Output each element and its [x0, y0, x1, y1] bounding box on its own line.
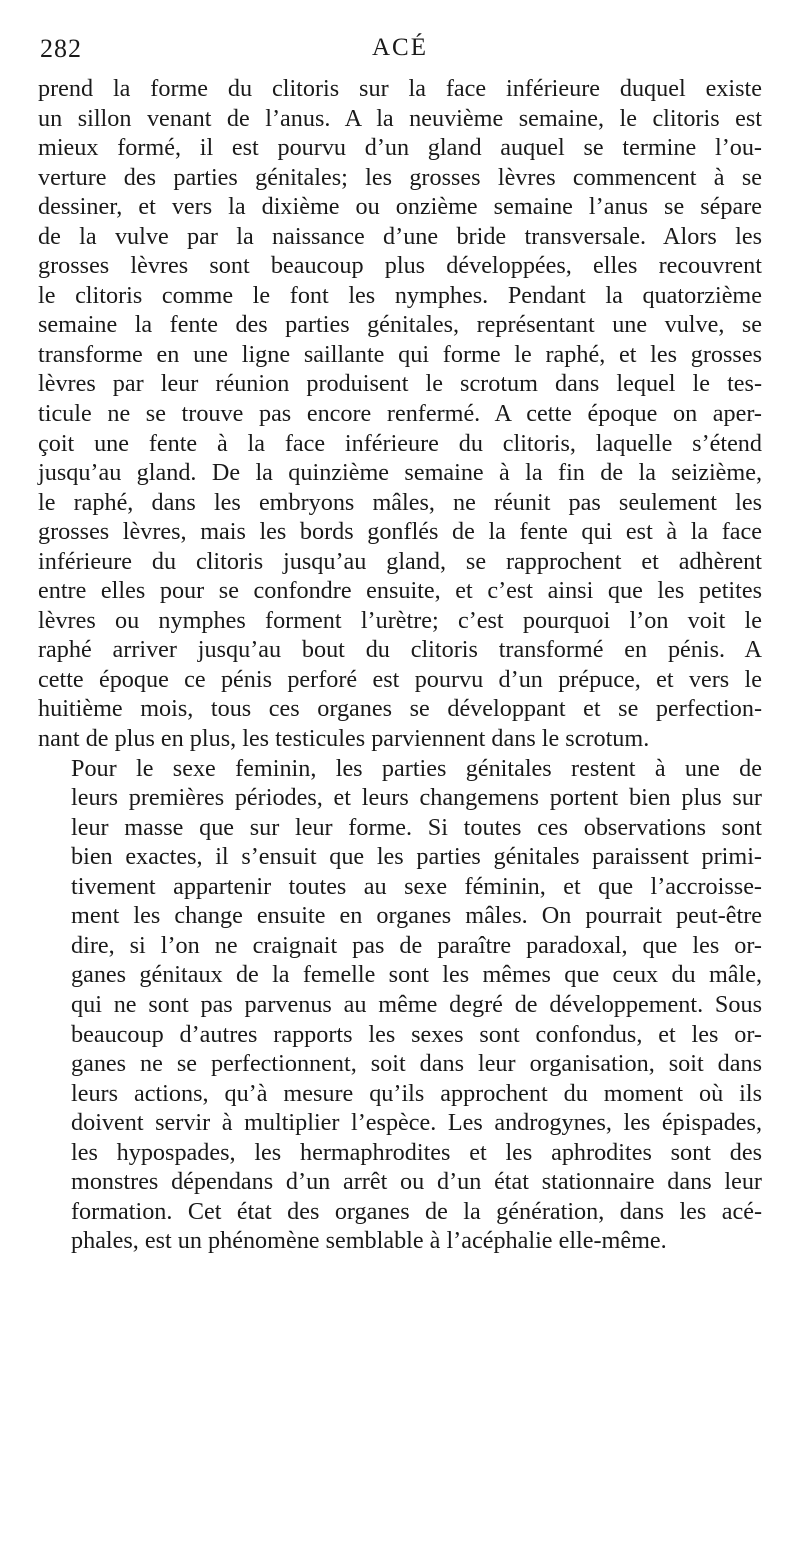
text-line: leur masse que sur leur forme. Si toutes ces observations sont: [71, 813, 762, 841]
page-header: [40, 34, 760, 66]
paragraph-1: [38, 74, 762, 754]
text-line: grosses lèvres sont beaucoup plus développées, elles recouvrent: [38, 252, 762, 280]
text-line: un sillon venant de l’anus. A la neuvième semaine, le clitoris est: [38, 104, 762, 132]
text-line: leurs premières périodes, et leurs changemens portent bien plus sur: [71, 784, 762, 812]
text-line: entre elles pour se confondre ensuite, et c’est ainsi que les petites: [38, 577, 762, 605]
text-line: ganes génitaux de la femelle sont les mêmes que ceux du mâle,: [71, 961, 762, 989]
text-line: le clitoris comme le font les nymphes. Pendant la quatorzième: [38, 281, 762, 309]
text-line: Pour le sexe feminin, les parties génitales restent à une de: [71, 754, 762, 782]
text-line: verture des parties génitales; les grosses lèvres commencent à se: [38, 163, 762, 191]
text-line: lèvres par leur réunion produisent le scrotum dans lequel le tes-: [38, 370, 762, 398]
text-line: dire, si l’on ne craignait pas de paraître paradoxal, que les or-: [71, 931, 762, 959]
body-text: [38, 74, 762, 1256]
text-line: transforme en une ligne saillante qui forme le raphé, et les grosses: [38, 340, 762, 368]
text-line: raphé arriver jusqu’au bout du clitoris transformé en pénis. A: [38, 636, 762, 664]
text-line: çoit une fente à la face inférieure du clitoris, laquelle s’étend: [38, 429, 762, 457]
text-line: nant de plus en plus, les testicules parviennent dans le scrotum.: [38, 725, 650, 753]
text-line: phales, est un phénomène semblable à l’acéphalie elle-même.: [71, 1227, 667, 1255]
running-head: ACÉ: [372, 34, 428, 61]
text-line: qui ne sont pas parvenus au même degré de développement. Sous: [71, 990, 762, 1018]
text-line: de la vulve par la naissance d’une bride transversale. Alors les: [38, 222, 762, 250]
text-line: semaine la fente des parties génitales, représentant une vulve, se: [38, 311, 762, 339]
text-line: ment les change ensuite en organes mâles. On pourrait peut-être: [71, 902, 762, 930]
paragraph-2: [38, 754, 762, 1256]
text-line: bien exactes, il s’ensuit que les parties génitales paraissent primi-: [71, 843, 762, 871]
text-line: beaucoup d’autres rapports les sexes sont confondus, et les or-: [71, 1020, 762, 1048]
text-line: tivement appartenir toutes au sexe féminin, et que l’accroisse-: [71, 872, 762, 900]
text-line: les hypospades, les hermaphrodites et les aphrodites sont des: [71, 1138, 762, 1166]
text-line: ticule ne se trouve pas encore renfermé. A cette époque on aper-: [38, 400, 762, 428]
text-line: jusqu’au gland. De la quinzième semaine à la fin de la seizième,: [38, 459, 762, 487]
text-line: grosses lèvres, mais les bords gonflés de la fente qui est à la face: [38, 518, 762, 546]
text-line: cette époque ce pénis perforé est pourvu d’un prépuce, et vers le: [38, 665, 762, 693]
text-line: doivent servir à multiplier l’espèce. Les androgynes, les épispades,: [71, 1109, 762, 1137]
text-line: prend la forme du clitoris sur la face inférieure duquel existe: [38, 75, 762, 102]
text-line: lèvres ou nymphes forment l’urètre; c’est pourquoi l’on voit le: [38, 606, 762, 634]
text-line: le raphé, dans les embryons mâles, ne réunit pas seulement les: [38, 488, 762, 516]
text-line: mieux formé, il est pourvu d’un gland auquel se termine l’ou-: [38, 134, 762, 162]
text-line: ganes ne se perfectionnent, soit dans leur organisation, soit dans: [71, 1050, 762, 1078]
page-number: 282: [40, 34, 82, 63]
text-line: formation. Cet état des organes de la génération, dans les acé-: [71, 1197, 762, 1225]
text-line: monstres dépendans d’un arrêt ou d’un état stationnaire dans leur: [71, 1168, 762, 1196]
text-line: dessiner, et vers la dixième ou onzième semaine l’anus se sépare: [38, 193, 762, 221]
text-line: inférieure du clitoris jusqu’au gland, se rapprochent et adhèrent: [38, 547, 762, 575]
text-line: leurs actions, qu’à mesure qu’ils approchent du moment où ils: [71, 1079, 762, 1107]
text-line: huitième mois, tous ces organes se développant et se perfection-: [38, 695, 762, 723]
